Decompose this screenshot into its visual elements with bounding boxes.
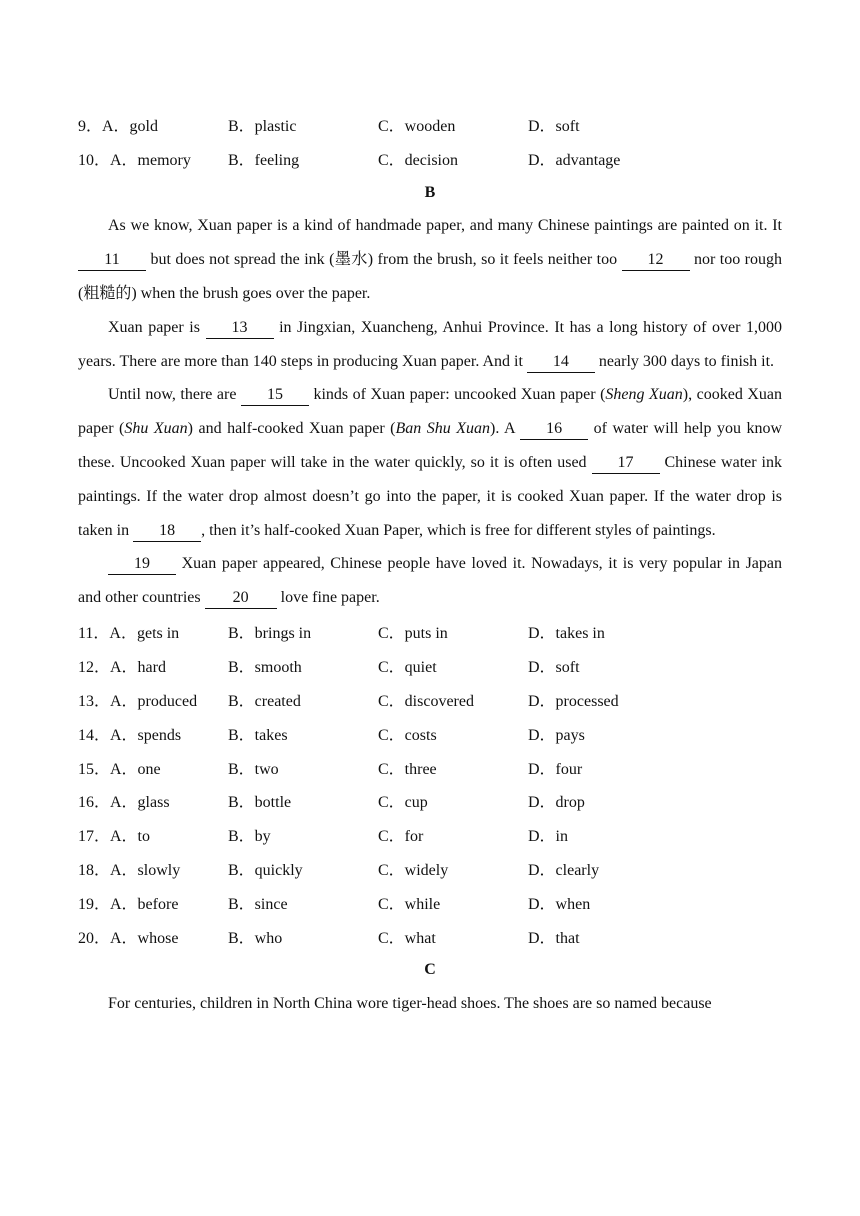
- passage-text: Xuan paper appeared, Chinese people have loved it. Nowadays, it is very popular in Japan and other countries: [78, 555, 782, 607]
- passage-text: Until now, there are: [108, 386, 241, 404]
- option-a: 13．A．produced: [78, 692, 198, 710]
- option-b: B．smooth: [228, 659, 302, 677]
- option-a: 16．A．glass: [78, 794, 170, 812]
- exam-page: [78, 108, 782, 1021]
- blank-12: 12: [622, 250, 690, 271]
- pinyin-term: Ban Shu Xuan: [395, 420, 491, 438]
- option-c: C．widely: [378, 861, 449, 879]
- option-d: D．soft: [528, 659, 580, 677]
- option-d: D．four: [528, 760, 583, 778]
- passage-text: Chinese water ink paintings. If the water drop almost doesn’t go into the paper, it is cooked Xuan paper. If the water drop is taken in: [78, 453, 782, 539]
- option-d: D．pays: [528, 726, 585, 744]
- option-a: 20．A．whose: [78, 929, 179, 947]
- option-b: B．by: [228, 828, 271, 846]
- blank-18: 18: [133, 521, 201, 542]
- option-b: B．quickly: [228, 861, 303, 879]
- option-b: B．bottle: [228, 794, 292, 812]
- passage-text: in Jingxian, Xuancheng, Anhui Province. It has a long history of over 1,000 years. There are more than 140 steps in producing Xuan paper. And it: [78, 318, 783, 370]
- question-row: [78, 818, 782, 852]
- option-a: 18．A．slowly: [78, 861, 181, 879]
- question-row: [78, 885, 782, 919]
- section-heading-c: C: [424, 960, 436, 978]
- question-row-9: [78, 108, 782, 142]
- option-d: D．soft: [528, 118, 580, 136]
- option-d: D．drop: [528, 794, 585, 812]
- option-c: C．discovered: [378, 692, 474, 710]
- blank-17: 17: [592, 453, 660, 474]
- option-d: D．processed: [528, 692, 619, 710]
- passage-text: nor too rough (粗糙的) when the brush goes over the paper.: [78, 251, 782, 302]
- option-a: 11．A．gets in: [78, 625, 180, 643]
- option-c: C．wooden: [378, 118, 456, 136]
- option-b: B．brings in: [228, 625, 312, 643]
- question-row: [78, 784, 782, 818]
- blank-15: 15: [241, 385, 309, 406]
- option-c: C．what: [378, 929, 436, 947]
- question-row-10: [78, 142, 782, 176]
- passage-paragraph-4: [78, 547, 782, 615]
- option-c: C．while: [378, 895, 441, 913]
- passage-text: As we know, Xuan paper is a kind of handmade paper, and many Chinese paintings are painted on it. It: [108, 217, 782, 235]
- option-c: C．three: [378, 760, 437, 778]
- option-c: C．cup: [378, 794, 428, 812]
- option-b: B．created: [228, 692, 301, 710]
- option-c: C．decision: [378, 152, 458, 170]
- passage-paragraph-c1: For centuries, children in North China wore tiger-head shoes. The shoes are so named because: [108, 994, 712, 1012]
- passage-text: love fine paper.: [276, 589, 380, 607]
- blank-11: 11: [78, 250, 146, 271]
- option-d: D．advantage: [528, 152, 621, 170]
- option-b: B．who: [228, 929, 283, 947]
- question-options-list: [78, 615, 782, 953]
- option-c: C．quiet: [378, 659, 437, 677]
- option-a: 9．A．gold: [78, 118, 159, 136]
- question-row: [78, 615, 782, 649]
- passage-text: kinds of Xuan paper: uncooked Xuan paper (: [308, 386, 606, 404]
- passage-paragraph-1: [78, 209, 782, 310]
- question-row: [78, 649, 782, 683]
- passage-text: ) and half-cooked Xuan paper (: [187, 420, 396, 438]
- pinyin-term: Shu Xuan: [124, 420, 188, 438]
- passage-text: but does not spread the ink (墨水) from the brush, so it feels neither too: [146, 251, 622, 269]
- blank-14: 14: [527, 352, 595, 373]
- option-c: C．costs: [378, 726, 437, 744]
- question-row: [78, 750, 782, 784]
- pinyin-term: Sheng Xuan: [605, 386, 683, 404]
- section-heading-b: B: [424, 183, 436, 201]
- option-c: C．for: [378, 828, 424, 846]
- question-row: [78, 919, 782, 953]
- passage-paragraph-2: [78, 311, 782, 379]
- option-b: B．feeling: [228, 152, 300, 170]
- option-b: B．takes: [228, 726, 288, 744]
- question-row: [78, 852, 782, 886]
- blank-19: 19: [108, 554, 176, 575]
- option-a: 17．A．to: [78, 828, 151, 846]
- passage-text: of water will help you know these. Uncooked Xuan paper will take in the water quickly, so it is often used: [78, 420, 782, 471]
- blank-16: 16: [520, 419, 588, 440]
- passage-text: , then it’s half-cooked Xuan Paper, which is free for different styles of paintings.: [201, 521, 716, 539]
- option-d: D．when: [528, 895, 591, 913]
- option-a: 14．A．spends: [78, 726, 182, 744]
- passage-text: Xuan paper is: [108, 318, 206, 336]
- option-d: D．takes in: [528, 625, 605, 643]
- passage-text: ). A: [490, 420, 521, 438]
- option-b: B．two: [228, 760, 279, 778]
- blank-20: 20: [205, 588, 277, 609]
- passage-text: ), cooked Xuan paper (: [78, 386, 783, 438]
- option-d: D．clearly: [528, 861, 600, 879]
- option-a: 19．A．before: [78, 895, 179, 913]
- option-a: 15．A．one: [78, 760, 161, 778]
- blank-13: 13: [206, 318, 274, 339]
- option-d: D．in: [528, 828, 569, 846]
- question-row: [78, 683, 782, 717]
- option-d: D．that: [528, 929, 580, 947]
- option-c: C．puts in: [378, 625, 448, 643]
- question-row: [78, 716, 782, 750]
- passage-text: nearly 300 days to finish it.: [594, 352, 775, 370]
- option-b: B．plastic: [228, 118, 297, 136]
- option-a: 10．A．memory: [78, 152, 191, 170]
- option-a: 12．A．hard: [78, 659, 166, 677]
- option-b: B．since: [228, 895, 288, 913]
- passage-paragraph-3: [78, 378, 782, 547]
